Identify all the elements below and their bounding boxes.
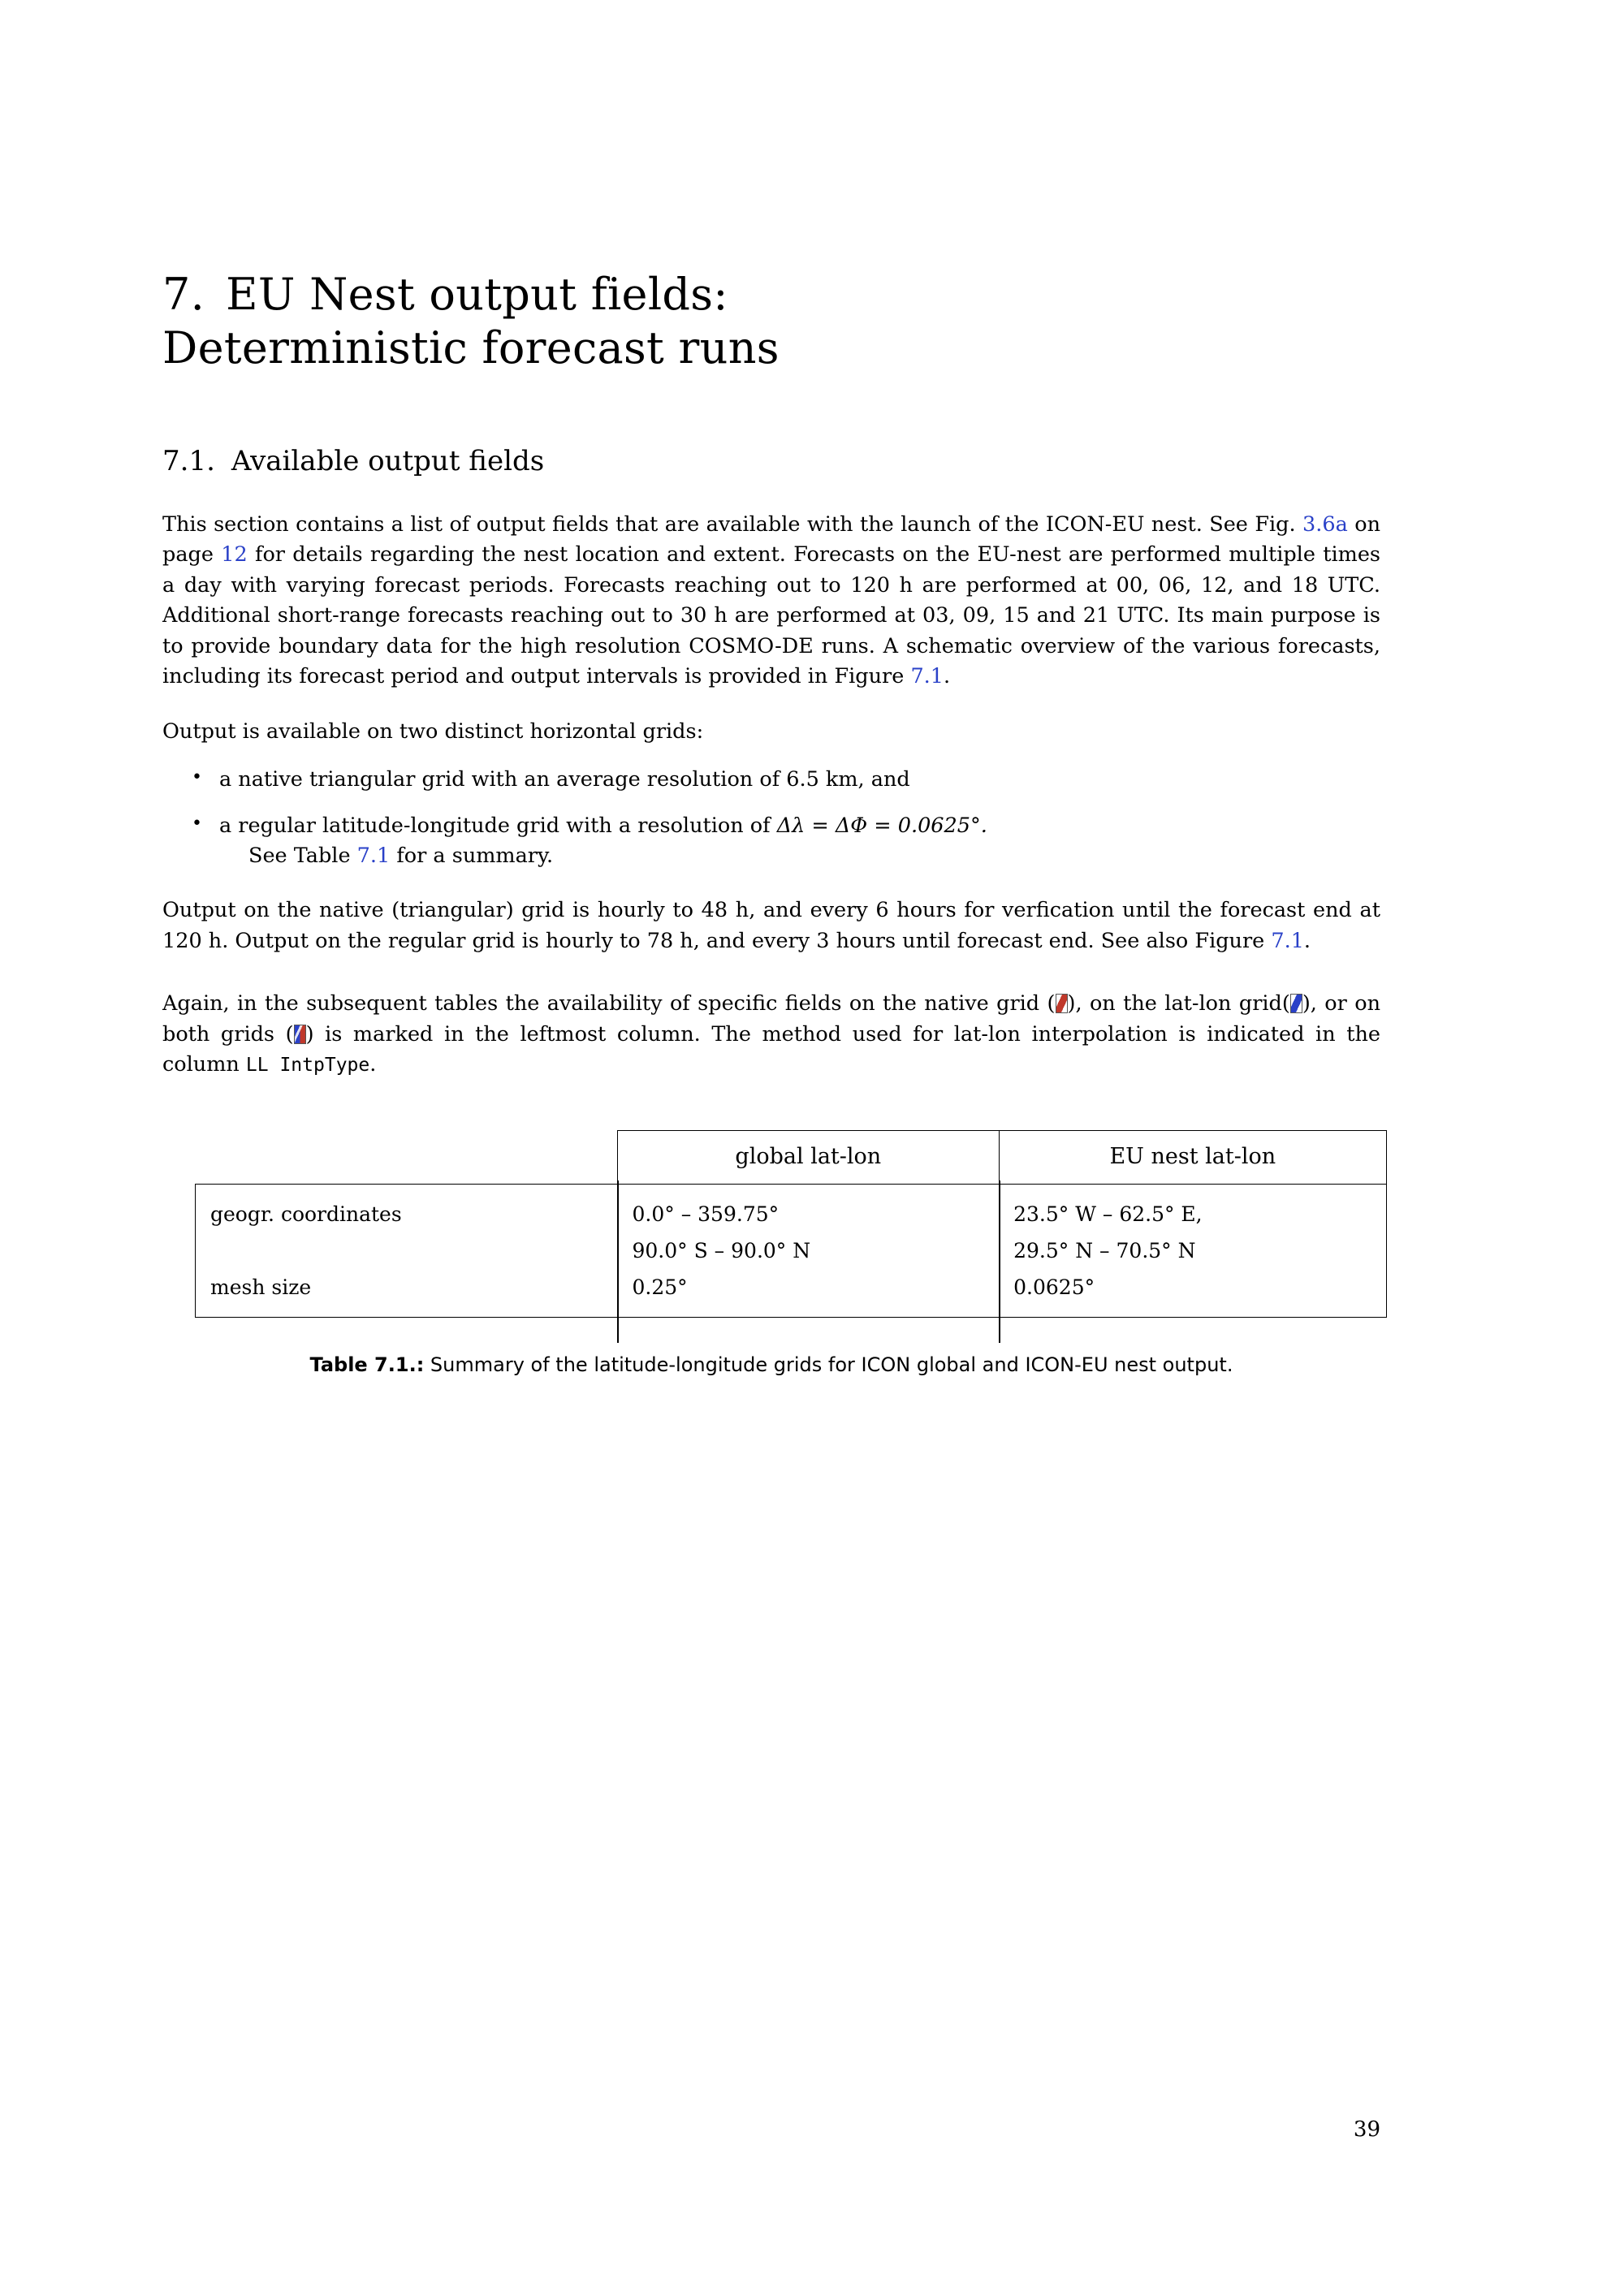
subline-text-b: for a summary. [390,844,554,869]
markers-text-a: Again, in the subsequent tables the availability of specific fields on the native grid ( [162,991,1056,1016]
intro-text-d: . [944,664,951,689]
row-label-mesh-size: mesh size [210,1275,312,1300]
output-text-a: Output on the native (triangular) grid is hourly to 48 h, and every 6 hours for verfication until the forecast end at 120 h. Output on the regular grid is hourly to 78 h, and every 3 hours until forecast end. See also Figure [162,898,1380,953]
cell-eu-mesh-size: 0.0625° [1013,1275,1095,1300]
native-grid-marker-icon [1056,994,1068,1013]
table-row [196,1269,1387,1318]
table-link-7-1[interactable]: 7.1 [356,844,391,869]
table-divider-2 [999,1180,1000,1343]
chapter-title-line-2: Deterministic forecast runs [162,322,780,373]
paragraph-intro [162,510,1380,693]
caption-text: Summary of the latitude-longitude grids for ICON global and ICON-EU nest output. [424,1353,1233,1377]
latlon-grid-marker-icon [1290,994,1302,1013]
row-label-empty [196,1232,618,1269]
cell-global-mesh-size: 0.25° [632,1275,688,1300]
cell-eu-coords-lat: 29.5° N – 70.5° N [1013,1239,1196,1263]
paragraph-output-intervals [162,896,1380,956]
table-body [196,1185,1387,1318]
page-number: 39 [1353,2117,1380,2142]
output-text-b: . [1303,928,1311,953]
bullet-latlon-subline [248,841,1380,871]
cell-global-coords-lat: 90.0° S – 90.0° N [632,1239,811,1263]
list-item [219,811,1380,871]
intro-text-c: for details regarding the nest location and extent. Forecasts on the EU-nest are performed multiple times a day with varying forecast periods. Forecasts reaching out to 120 h are performed at 00, 06, 12, and 18 UTC. Additional short-range forecasts reaching out to 30 h are performed at 03, 09, 15 and 21 UTC. Its main purpose is to provide boundary data for the high resolution COSMO-DE runs. A schematic overview of the various forecasts, including its forecast period and output intervals is provided in Figure [162,542,1380,689]
table-header [196,1131,1387,1185]
table-wrapper [162,1130,1380,1318]
chapter-number: 7. [162,269,205,320]
column-name-ll-intptype: LL IntpType [245,1054,370,1076]
bullet-native-grid: a native triangular grid with an average resolution of 6.5 km, and [219,767,910,792]
section-title: Available output fields [231,444,545,477]
subline-text-a: See Table [248,844,357,869]
markers-text-c: ), or on both grids ( [162,991,1380,1047]
table-header-blank [196,1131,618,1185]
caption-label: Table 7.1.: [309,1353,425,1377]
row-label-geogr-coordinates: geogr. coordinates [210,1202,402,1227]
markers-text-e: . [369,1051,377,1077]
cell-eu-coords-lon: 23.5° W – 62.5° E, [1013,1202,1203,1227]
section-number: 7.1. [162,444,215,477]
table-header-row [196,1131,1387,1185]
table-header-global: global lat-lon [618,1131,1000,1185]
latlon-grid-table [195,1130,1387,1318]
figure-link-3-6a[interactable]: 3.6a [1302,511,1348,537]
markers-text-b: ), on the lat-lon grid( [1067,991,1290,1016]
figure-link-7-1-b[interactable]: 7.1 [1271,928,1304,953]
bullet-latlon-grid-a: a regular latitude-longitude grid with a resolution of [219,814,777,839]
intro-text-a: This section contains a list of output fields that are available with the launch of the ICON-EU nest. See Fig. [162,511,1303,537]
figure-link-7-1-a[interactable]: 7.1 [910,664,944,689]
page-link-12[interactable]: 12 [221,542,248,568]
paragraph-grids-lead: Output is available on two distinct horizontal grids: [162,719,704,744]
paragraph-markers [162,989,1380,1080]
table-header-eu: EU nest lat-lon [999,1131,1386,1185]
markers-text-d: ) is marked in the leftmost column. The method used for lat-lon interpolation is indicated in the column [162,1021,1380,1077]
chapter-heading [162,268,1380,375]
table-divider-1 [617,1180,619,1343]
page-content [162,268,1380,1379]
chapter-title-line-1: EU Nest output fields: [226,269,728,320]
list-item [219,765,1380,795]
table-caption [162,1352,1380,1379]
intro-text-b: on page [162,511,1380,568]
table-row [196,1232,1387,1269]
section-heading [162,445,1380,477]
both-grids-marker-icon [294,1025,306,1044]
table-row [196,1185,1387,1233]
grid-list [162,765,1380,871]
cell-global-coords-lon: 0.0° – 359.75° [632,1202,780,1227]
bullet-latlon-grid-math: Δλ = ΔΦ = 0.0625°. [776,814,987,839]
